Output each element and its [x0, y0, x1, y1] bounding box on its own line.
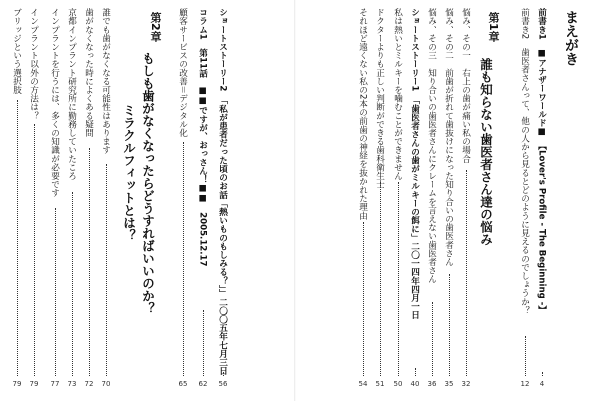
dot-leader — [183, 142, 184, 376]
chapter-label-text: 第2章 — [149, 12, 162, 42]
dot-leader — [466, 170, 467, 376]
dot-leader — [17, 100, 18, 376]
toc-entry-page: 36 — [427, 380, 437, 388]
toc-entry-title: ショートストーリー2 「私が患者だった頃のお話「熱いものもしみる？」」二〇〇五年七月三日 — [217, 8, 228, 376]
dot-leader — [89, 148, 90, 376]
toc-entry-page: 62 — [198, 380, 208, 388]
toc-entry-title: 前書き1 ■アナザーワールド■ 【Lover's Profile - The Beginning -】 — [536, 8, 547, 314]
toc-entry-title: 顧客サービスの改善＝デジタル化 — [177, 8, 188, 137]
section-subtitle-text: ミラクルフィットとは？ — [121, 104, 137, 242]
toc-entry-page: 50 — [393, 380, 403, 388]
toc-entry-title: インプラント以外の方法は？ — [28, 8, 39, 120]
toc-entry-page: 4 — [539, 380, 545, 388]
dot-leader — [203, 310, 204, 376]
toc-entry-page: 12 — [520, 380, 530, 388]
toc-entry-title: コラム1 第11話 ■■ですが、おっさん！■■ 2005.12.17 — [197, 8, 208, 267]
dot-leader — [415, 368, 416, 376]
toc-entry-page: 73 — [67, 380, 77, 388]
toc-entry-page: 70 — [101, 380, 111, 388]
toc-entry-title: インプラントを行うには、多くの知識が必要です — [49, 8, 60, 198]
page-gutter — [294, 0, 296, 401]
toc-entry-page: 79 — [29, 380, 39, 388]
toc-entry-title: ドクターよりも正しい判断ができる歯科衛生士 — [374, 8, 385, 189]
dot-leader — [542, 372, 543, 376]
toc-entry-title: 悩み、その三 知り合いの歯医者さんにクレームを言えない歯医者さん — [426, 8, 437, 284]
dot-leader — [380, 182, 381, 376]
dot-leader — [398, 182, 399, 376]
toc-entry-page: 72 — [84, 380, 94, 388]
dot-leader — [106, 164, 107, 376]
toc-entry-title: ブリッジという選択肢 — [11, 8, 22, 94]
toc-entry-title: 前書き2 歯医者さんって、他の人から見るとどのように見えるのでしょうか？ — [519, 8, 530, 315]
chapter-label-text: 第1章 — [487, 12, 500, 42]
toc-entry-page: 65 — [178, 380, 188, 388]
toc-entry-title: 悩み、その二 前歯が折れて歯抜けになった知り合いの歯医者さん — [443, 8, 454, 266]
dot-leader — [432, 302, 433, 376]
chapter-title-text: 誰も知らない歯医者さん達の悩み — [478, 58, 494, 246]
dot-leader — [223, 372, 224, 376]
dot-leader — [449, 274, 450, 376]
toc-entry-page: 54 — [358, 380, 368, 388]
toc-entry-page: 51 — [375, 380, 385, 388]
dot-leader — [72, 192, 73, 376]
preface-heading-text: まえがき — [563, 10, 579, 66]
toc-entry-title: 私は熱いとミルキーを噛むことができません — [392, 8, 403, 180]
toc-entry-title: 京都インプラント研究所に勤務していたころ — [66, 8, 77, 180]
toc-entry-title: ショートストーリー1 「歯医者さんの歯がミルキーの餌に」二〇一四年四月一日 — [409, 8, 420, 320]
dot-leader — [363, 222, 364, 376]
toc-entry-page: 56 — [218, 380, 228, 388]
chapter-title-text: もしも歯がなくなったらどうすればいいのか？ — [140, 52, 156, 315]
dot-leader — [55, 208, 56, 376]
toc-entry-page: 35 — [444, 380, 454, 388]
toc-entry-page: 40 — [410, 380, 420, 388]
toc-entry-title: 誰でも歯がなくなる可能性はあります — [100, 8, 111, 155]
toc-entry-page: 77 — [50, 380, 60, 388]
toc-entry-page: 79 — [12, 380, 22, 388]
dot-leader — [525, 336, 526, 376]
toc-entry-title: 悩み、その一 右上の歯が痛い私の場合 — [460, 8, 471, 163]
toc-entry-title: それほど遠くない私の2本の前歯の神経を抜かれた理由 — [357, 8, 368, 220]
toc-entry-title: 歯がなくなった時によくある疑問 — [83, 8, 94, 137]
dot-leader — [34, 124, 35, 376]
toc-entry-page: 32 — [461, 380, 471, 388]
